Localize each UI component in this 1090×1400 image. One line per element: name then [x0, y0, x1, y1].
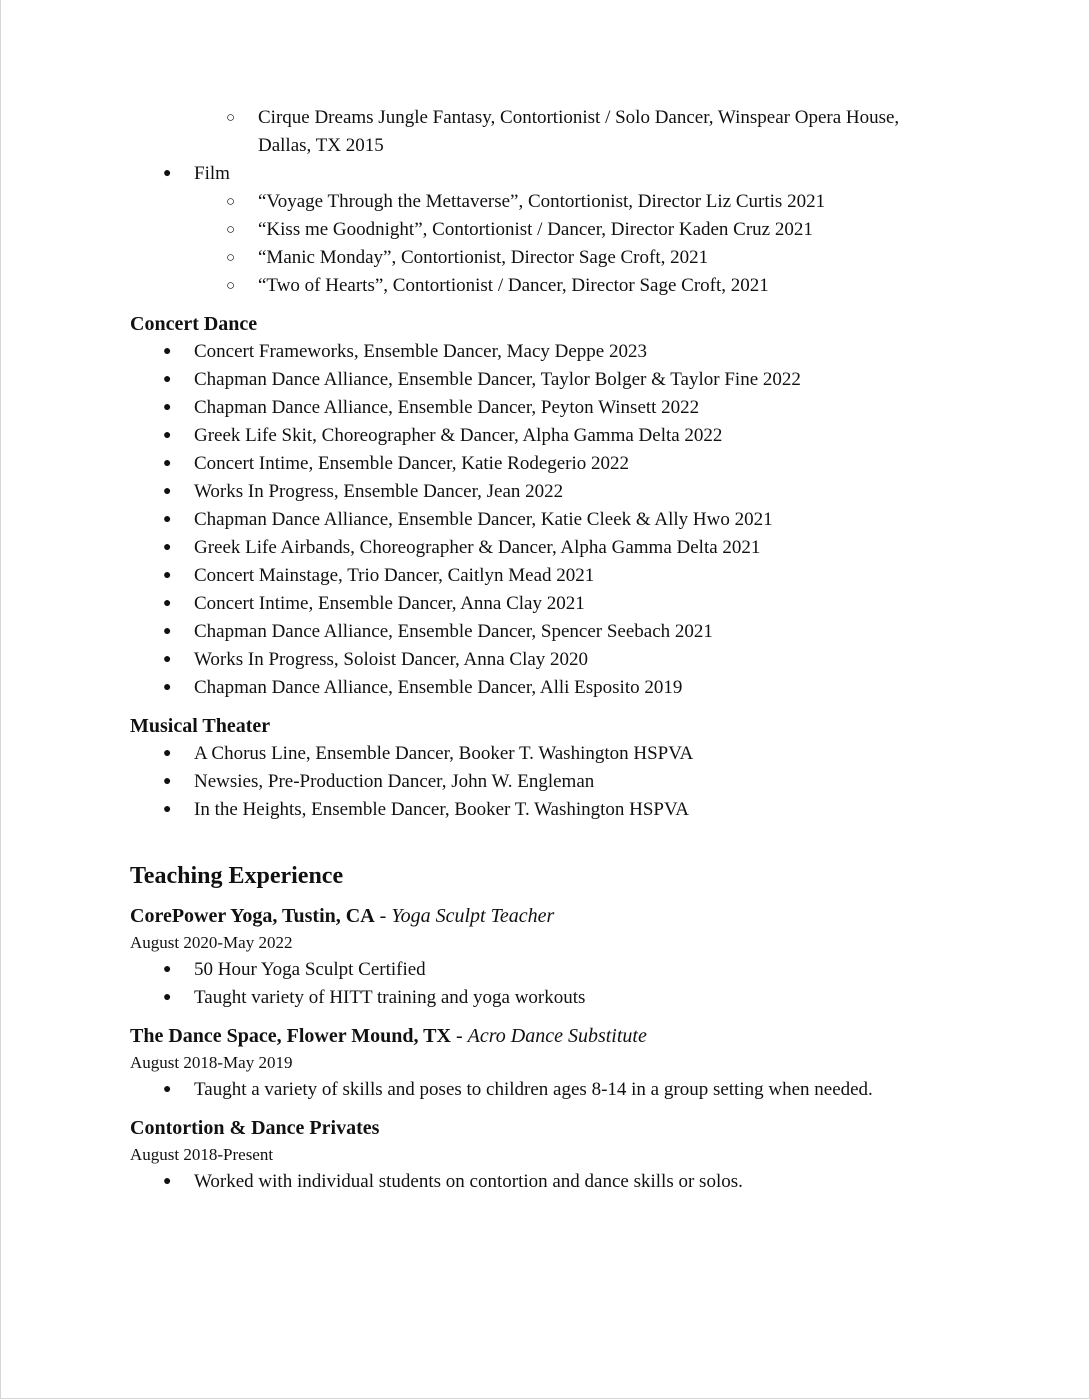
concert-dance-heading: Concert Dance — [130, 313, 258, 335]
job-separator: - — [374, 905, 392, 927]
list-item — [194, 244, 950, 272]
list-item-text: Concert Frameworks, Ensemble Dancer, Macy Deppe 2023 — [194, 341, 647, 362]
job-org: Contortion & Dance Privates — [130, 1117, 380, 1139]
list-item — [130, 674, 950, 702]
list-item-text: Worked with individual students on contortion and dance skills or solos. — [194, 1171, 743, 1192]
list-item — [130, 590, 950, 618]
disc-bullet-icon: ● — [163, 1174, 172, 1189]
list-item-text: A Chorus Line, Ensemble Dancer, Booker T. Washington HSPVA — [194, 743, 694, 764]
disc-bullet-icon: ● — [163, 484, 172, 499]
list-item-text: “Two of Hearts”, Contortionist / Dancer, Director Sage Croft, 2021 — [258, 275, 769, 296]
list-item — [130, 506, 950, 534]
list-item — [130, 104, 950, 160]
list-item — [130, 1168, 950, 1196]
musical-theater-heading: Musical Theater — [130, 715, 271, 737]
job-bullets-dance-space — [130, 1076, 950, 1104]
disc-bullet-icon: ● — [163, 400, 172, 415]
list-item — [130, 366, 950, 394]
list-item — [130, 478, 950, 506]
job-dates: August 2020-May 2022 — [130, 933, 293, 952]
list-item-text: Cirque Dreams Jungle Fantasy, Contortionist / Solo Dancer, Winspear Opera House, Dallas, TX 2015 — [258, 107, 900, 156]
circle-bullet-icon: ○ — [226, 278, 236, 294]
list-item-text: Newsies, Pre-Production Dancer, John W. Engleman — [194, 771, 595, 792]
list-item — [130, 796, 950, 824]
list-item — [130, 562, 950, 590]
list-item-text: 50 Hour Yoga Sculpt Certified — [194, 959, 426, 980]
disc-bullet-icon: ● — [163, 344, 172, 359]
disc-bullet-icon: ● — [163, 456, 172, 471]
disc-bullet-icon: ● — [163, 624, 172, 639]
job-bullets-corepower — [130, 956, 950, 1012]
list-item — [130, 394, 950, 422]
list-item-text: In the Heights, Ensemble Dancer, Booker T. Washington HSPVA — [194, 799, 689, 820]
circle-bullet-icon: ○ — [226, 250, 236, 266]
list-item-text: Greek Life Skit, Choreographer & Dancer, Alpha Gamma Delta 2022 — [194, 425, 723, 446]
list-item — [130, 450, 950, 478]
cirque-sublist — [130, 104, 950, 160]
job-org: The Dance Space, Flower Mound, TX — [130, 1025, 451, 1047]
list-item — [130, 618, 950, 646]
list-item — [130, 984, 950, 1012]
list-item-text: “Kiss me Goodnight”, Contortionist / Dancer, Director Kaden Cruz 2021 — [258, 219, 813, 240]
concert-dance-list — [130, 338, 950, 702]
list-item-text: Chapman Dance Alliance, Ensemble Dancer, Taylor Bolger & Taylor Fine 2022 — [194, 369, 801, 390]
list-item-text: Greek Life Airbands, Choreographer & Dancer, Alpha Gamma Delta 2021 — [194, 537, 761, 558]
list-item-text: Concert Intime, Ensemble Dancer, Anna Clay 2021 — [194, 593, 585, 614]
circle-bullet-icon: ○ — [226, 222, 236, 238]
list-item-text: Taught variety of HITT training and yoga workouts — [194, 987, 586, 1008]
list-item — [130, 646, 950, 674]
job-title-corepower — [130, 902, 950, 930]
list-item-text: Taught a variety of skills and poses to children ages 8-14 in a group setting when needed. — [194, 1079, 873, 1100]
list-item-text: Chapman Dance Alliance, Ensemble Dancer, Peyton Winsett 2022 — [194, 397, 700, 418]
disc-bullet-icon: ● — [163, 1082, 172, 1097]
job-bullets-privates — [130, 1168, 950, 1196]
job-separator: - — [450, 1025, 468, 1047]
disc-bullet-icon: ● — [163, 596, 172, 611]
list-item-text: Film — [194, 163, 230, 184]
job-role: Acro Dance Substitute — [467, 1025, 647, 1047]
list-item-film — [130, 160, 950, 300]
job-dates: August 2018-May 2019 — [130, 1053, 293, 1072]
disc-bullet-icon: ● — [163, 512, 172, 527]
disc-bullet-icon: ● — [163, 774, 172, 789]
job-title-privates — [130, 1114, 950, 1142]
list-item — [194, 216, 950, 244]
list-item-text: Chapman Dance Alliance, Ensemble Dancer, Spencer Seebach 2021 — [194, 621, 713, 642]
list-item — [194, 272, 950, 300]
disc-bullet-icon: ● — [163, 540, 172, 555]
list-item — [130, 956, 950, 984]
job-org: CorePower Yoga, Tustin, CA — [130, 905, 375, 927]
job-role: Yoga Sculpt Teacher — [391, 905, 555, 927]
list-item-text: “Voyage Through the Mettaverse”, Contortionist, Director Liz Curtis 2021 — [258, 191, 826, 212]
disc-bullet-icon: ● — [163, 990, 172, 1005]
list-item-text: Chapman Dance Alliance, Ensemble Dancer, Katie Cleek & Ally Hwo 2021 — [194, 509, 773, 530]
job-title-dance-space — [130, 1022, 950, 1050]
teaching-experience-heading: Teaching Experience — [130, 863, 344, 889]
circle-bullet-icon: ○ — [226, 194, 236, 210]
film-list — [130, 160, 950, 300]
list-item-text: “Manic Monday”, Contortionist, Director Sage Croft, 2021 — [258, 247, 709, 268]
disc-bullet-icon: ● — [163, 166, 172, 181]
list-item — [130, 338, 950, 366]
list-item — [130, 534, 950, 562]
film-sublist — [194, 188, 950, 300]
circle-bullet-icon: ○ — [226, 110, 236, 126]
list-item-text: Works In Progress, Ensemble Dancer, Jean 2022 — [194, 481, 564, 502]
list-item-text: Concert Intime, Ensemble Dancer, Katie Rodegerio 2022 — [194, 453, 630, 474]
disc-bullet-icon: ● — [163, 428, 172, 443]
disc-bullet-icon: ● — [163, 962, 172, 977]
list-item — [130, 422, 950, 450]
list-item-text: Concert Mainstage, Trio Dancer, Caitlyn Mead 2021 — [194, 565, 595, 586]
disc-bullet-icon: ● — [163, 802, 172, 817]
disc-bullet-icon: ● — [163, 746, 172, 761]
list-item-text: Chapman Dance Alliance, Ensemble Dancer, Alli Esposito 2019 — [194, 677, 683, 698]
musical-theater-list — [130, 740, 950, 824]
list-item — [130, 740, 950, 768]
disc-bullet-icon: ● — [163, 652, 172, 667]
resume-content — [130, 104, 950, 1196]
list-item — [194, 188, 950, 216]
disc-bullet-icon: ● — [163, 680, 172, 695]
list-item — [130, 768, 950, 796]
disc-bullet-icon: ● — [163, 372, 172, 387]
list-item-text: Works In Progress, Soloist Dancer, Anna Clay 2020 — [194, 649, 589, 670]
list-item — [130, 1076, 950, 1104]
disc-bullet-icon: ● — [163, 568, 172, 583]
job-dates: August 2018-Present — [130, 1145, 274, 1164]
